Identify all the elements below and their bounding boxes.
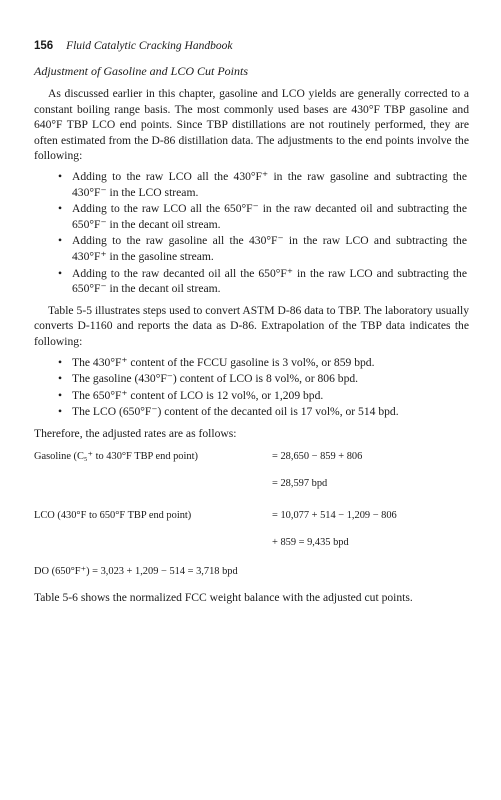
list-item: • Adding to the raw LCO all the 650°F⁻ in the raw decanted oil and subtracting the 650°F⁻ in the decant oil stream. bbox=[58, 202, 467, 231]
gasoline-line1: = 28,650 − 859 + 806 bbox=[272, 451, 363, 463]
list-item: • Adding to the raw gasoline all the 430°F⁻ in the raw LCO and subtracting the 430°F⁺ in the gasoline stream. bbox=[58, 234, 467, 263]
bullet-icon: • bbox=[58, 388, 63, 402]
book-title: Fluid Catalytic Cracking Handbook bbox=[66, 40, 233, 52]
gasoline-result bbox=[34, 476, 469, 494]
bullet-icon: • bbox=[58, 266, 63, 280]
list-item: • Adding to the raw decanted oil all the 650°F⁺ in the raw LCO and subtracting the 650°F⁻ in the decant oil stream. bbox=[58, 266, 467, 296]
list-item: • The 430°F⁺ content of the FCCU gasoline is 3 vol%, or 859 bpd. bbox=[58, 355, 375, 369]
paragraph: Table 5-5 illustrates steps used to convert ASTM D-86 data to TBP. The laboratory usually converts D-1160 and reports the data as D-86. Extrapolation of the TBP data indicates the following: bbox=[34, 303, 469, 348]
tbp-findings-list bbox=[34, 355, 469, 420]
bullet-icon: • bbox=[58, 405, 63, 419]
lco-equation bbox=[34, 508, 469, 526]
paragraph: As discussed earlier in this chapter, gasoline and LCO yields are generally corrected to a constant boiling range basis. The most commonly used bases are 430°F TBP gasoline and 640°F TBP LCO end points. Since TBP distillations are not routinely performed, they are often estimated from the D-86 distillation data. The adjustments to the end points involve the following: bbox=[34, 87, 469, 163]
list-item: • The 650°F⁺ content of LCO is 12 vol%, or 1,209 bpd. bbox=[58, 388, 324, 402]
list-item: • The gasoline (430°F⁻) content of LCO is 8 vol%, or 806 bpd. bbox=[58, 372, 359, 386]
gasoline-label: Gasoline (C₅⁺ to 430°F TBP end point) bbox=[34, 451, 198, 463]
paragraph: Therefore, the adjusted rates are as follows: bbox=[34, 426, 237, 440]
bullet-icon: • bbox=[58, 355, 63, 369]
bullet-icon: • bbox=[58, 234, 63, 248]
lco-label: LCO (430°F to 650°F TBP end point) bbox=[34, 510, 192, 522]
adjustment-list bbox=[34, 169, 469, 297]
gasoline-line2: = 28,597 bpd bbox=[272, 478, 328, 490]
equations bbox=[34, 449, 469, 582]
do-line: DO (650°F⁺) = 3,023 + 1,209 − 514 = 3,718 bpd bbox=[34, 566, 238, 578]
lco-result bbox=[34, 535, 469, 553]
list-item: • The LCO (650°F⁻) content of the decanted oil is 17 vol%, or 514 bpd. bbox=[58, 405, 399, 419]
running-header bbox=[34, 39, 469, 54]
paragraph: Table 5-6 shows the normalized FCC weight balance with the adjusted cut points. bbox=[34, 591, 413, 605]
list-item: • Adding to the raw LCO all the 430°F⁺ in the raw gasoline and subtracting the 430°F⁻ in the LCO stream. bbox=[58, 169, 467, 199]
book-page bbox=[34, 39, 469, 606]
lco-line1: = 10,077 + 514 − 1,209 − 806 bbox=[272, 510, 397, 522]
bullet-icon: • bbox=[58, 202, 63, 216]
gasoline-equation bbox=[34, 449, 469, 467]
lco-line2: + 859 = 9,435 bpd bbox=[272, 537, 349, 549]
bullet-icon: • bbox=[58, 169, 63, 183]
do-equation bbox=[34, 564, 469, 582]
bullet-icon: • bbox=[58, 372, 63, 386]
page-number: 156 bbox=[34, 40, 54, 52]
section-title: Adjustment of Gasoline and LCO Cut Points bbox=[34, 64, 249, 78]
